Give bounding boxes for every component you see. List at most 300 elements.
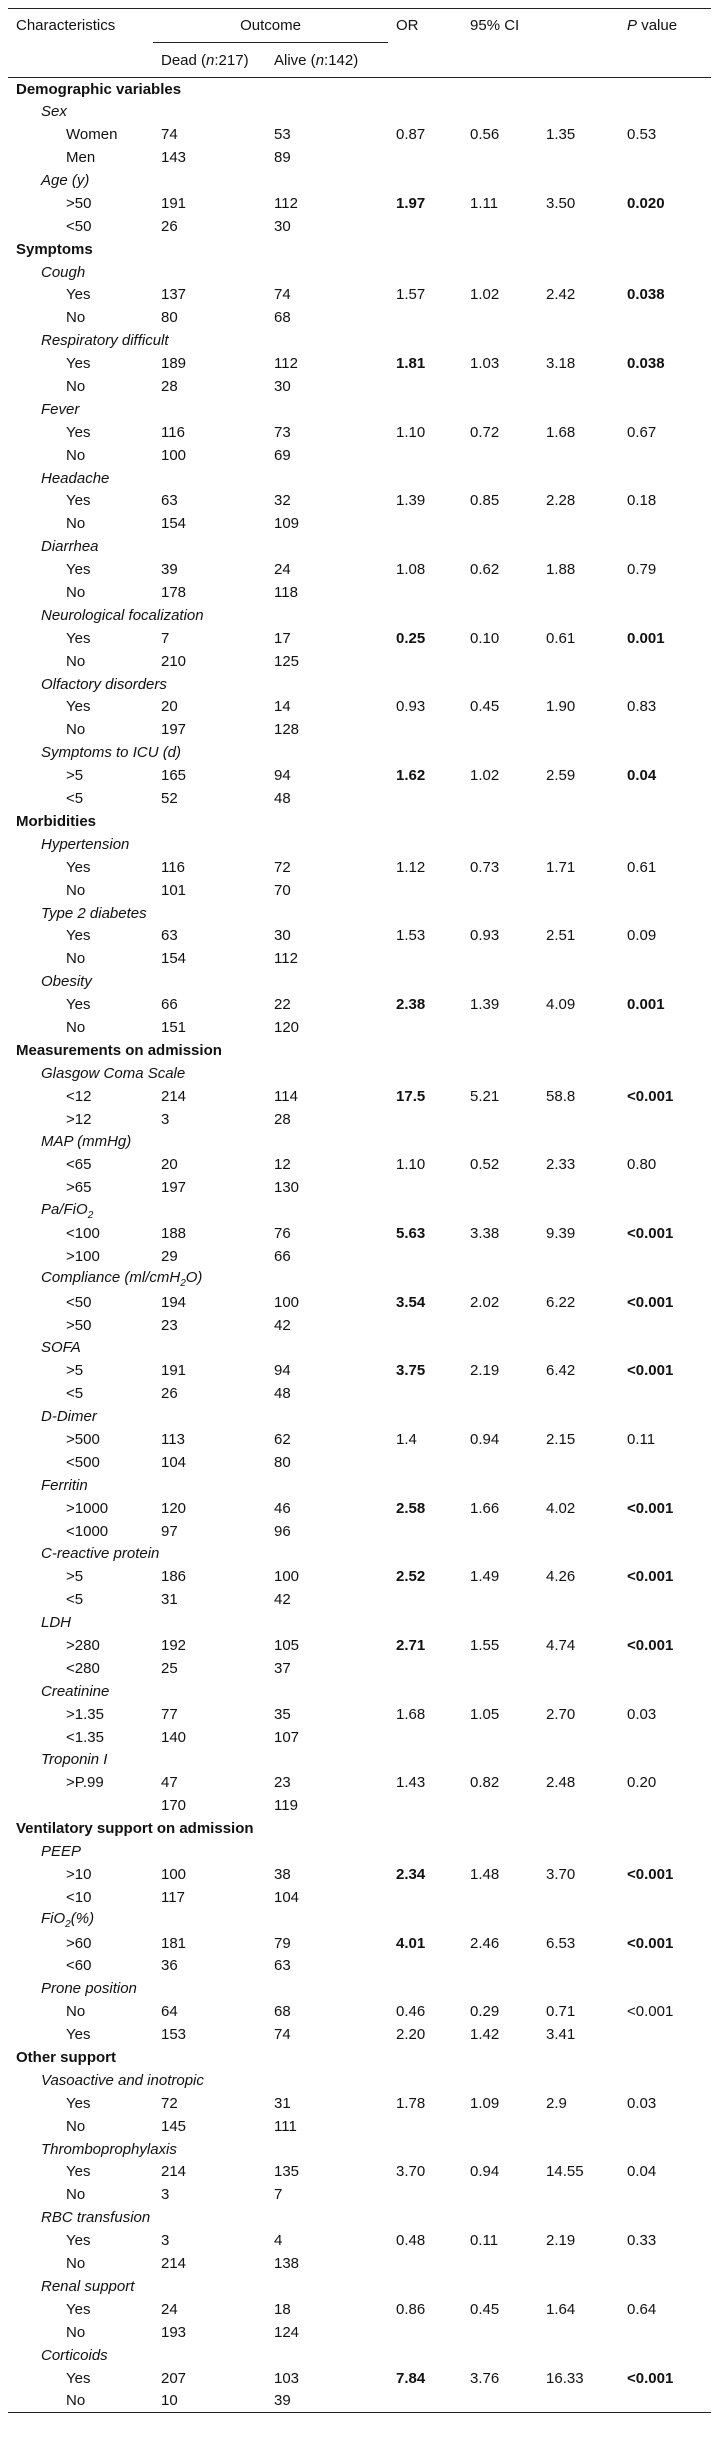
- dead-cell: 29: [161, 1247, 178, 1265]
- dead-cell: 170: [161, 1797, 187, 1815]
- table-row: [8, 1245, 711, 1268]
- table-row: [8, 2298, 711, 2321]
- level-cell: >5: [66, 767, 84, 785]
- or-cell: [388, 306, 462, 329]
- level-cell: >65: [66, 1179, 92, 1197]
- p-value-cell: 0.038: [627, 355, 665, 373]
- ci-high-cell: 3.18: [546, 355, 576, 373]
- level-cell: <280: [66, 1659, 100, 1677]
- table-row: [8, 1703, 711, 1726]
- ci-low-cell: 1.66: [470, 1499, 500, 1517]
- table-row: [8, 1176, 711, 1199]
- table-row: [8, 215, 711, 238]
- alive-cell: 24: [274, 561, 291, 579]
- ci-low-cell: [462, 1108, 538, 1131]
- p-value-cell: <0.001: [627, 1293, 674, 1311]
- variable-name: [8, 1405, 711, 1428]
- table-row: [8, 2229, 711, 2252]
- ci-low-cell: 1.48: [470, 1865, 500, 1883]
- variable-name: [8, 329, 711, 352]
- table-row: [8, 1382, 711, 1405]
- ci-low-cell: 0.82: [470, 1774, 500, 1792]
- header-alive-n: n: [315, 51, 325, 69]
- ci-high-cell: 58.8: [546, 1087, 576, 1105]
- p-value-cell: [619, 306, 711, 329]
- or-cell: 17.5: [396, 1087, 426, 1105]
- or-cell: [388, 787, 462, 810]
- or-cell: [388, 512, 462, 535]
- ci-high-cell: 3.50: [546, 194, 576, 212]
- alive-cell: 100: [274, 1293, 300, 1311]
- section-row: [8, 810, 711, 833]
- variable-row: [8, 741, 711, 764]
- level-cell: Yes: [66, 927, 91, 945]
- ci-high-cell: [538, 718, 619, 741]
- header-dead: [153, 43, 266, 78]
- ci-low-cell: [462, 2183, 538, 2206]
- ci-high-cell: 2.33: [546, 1156, 576, 1174]
- dead-cell: 10: [153, 2389, 266, 2412]
- dead-cell: 191: [161, 1362, 187, 1380]
- ci-low-cell: [462, 1451, 538, 1474]
- ci-low-cell: 0.52: [470, 1156, 500, 1174]
- ci-low-cell: [462, 1016, 538, 1039]
- ci-low-cell: 1.03: [470, 355, 500, 373]
- or-cell: [388, 1794, 462, 1817]
- table-row: [8, 1428, 711, 1451]
- alive-cell: 114: [274, 1087, 298, 1105]
- dead-cell: 104: [161, 1453, 187, 1471]
- ci-high-cell: 16.33: [546, 2369, 584, 2387]
- variable-row: [8, 673, 711, 696]
- p-value-cell: 0.001: [627, 629, 665, 647]
- variable-row: [8, 1840, 711, 1863]
- alive-cell: 135: [274, 2163, 300, 2181]
- dead-cell: 52: [161, 790, 178, 808]
- p-value-cell: [619, 1794, 711, 1817]
- variable-name: [8, 1543, 711, 1566]
- ci-low-cell: [462, 2115, 538, 2138]
- or-cell: 1.39: [396, 492, 426, 510]
- alive-cell: 62: [274, 1430, 291, 1448]
- variable-name: [8, 1199, 711, 1222]
- header-p-letter: P: [627, 17, 638, 35]
- ci-low-cell: [462, 1886, 538, 1909]
- p-value-cell: 0.18: [627, 492, 657, 510]
- dead-cell: 31: [161, 1591, 178, 1609]
- variable-name-tail: O): [185, 1269, 203, 1287]
- p-value-cell: 0.038: [627, 286, 665, 304]
- table-row: [8, 1497, 711, 1520]
- or-cell: [388, 1314, 462, 1337]
- or-cell: 1.53: [396, 927, 426, 945]
- alive-cell: 30: [274, 378, 291, 396]
- or-cell: 1.81: [396, 355, 426, 373]
- ci-high-cell: [538, 444, 619, 467]
- ci-high-cell: [538, 787, 619, 810]
- alive-cell: 89: [274, 149, 291, 167]
- variable-name-text: FiO: [41, 1910, 66, 1928]
- variable-name-subscript: 2: [87, 1209, 94, 1221]
- ci-low-cell: [462, 718, 538, 741]
- dead-cell: 120: [161, 1499, 187, 1517]
- section-row: [8, 238, 711, 261]
- dead-cell: 207: [161, 2369, 187, 2387]
- table-row: [8, 123, 711, 146]
- table-row: [8, 947, 711, 970]
- ci-high-cell: [538, 1657, 619, 1680]
- or-cell: 1.62: [396, 767, 426, 785]
- ci-low-cell: 1.09: [470, 2094, 500, 2112]
- p-value-cell: [619, 947, 711, 970]
- ci-high-cell: [538, 1382, 619, 1405]
- table-row: [8, 1955, 711, 1978]
- level-cell: No: [66, 2323, 86, 2341]
- level-cell: <50: [66, 217, 92, 235]
- variable-row: [8, 169, 711, 192]
- ci-high-cell: 0.71: [546, 2003, 576, 2021]
- or-cell: 1.12: [396, 858, 426, 876]
- level-cell: Yes: [66, 2094, 91, 2112]
- variable-name-text: Fever: [41, 400, 80, 418]
- alive-cell: 63: [274, 1957, 291, 1975]
- p-value-cell: [619, 650, 711, 673]
- ci-low-cell: [462, 1382, 538, 1405]
- table-row: [8, 2321, 711, 2344]
- ci-high-cell: 1.88: [546, 561, 576, 579]
- p-value-cell: 0.79: [627, 561, 657, 579]
- variable-row: [8, 2138, 711, 2161]
- alive-cell: 94: [274, 767, 291, 785]
- ci-low-cell: 0.56: [470, 126, 500, 144]
- ci-high-cell: [538, 215, 619, 238]
- variable-name: [8, 1474, 711, 1497]
- level-cell: Yes: [66, 286, 91, 304]
- variable-name-text: SOFA: [41, 1339, 81, 1357]
- table-row: [8, 764, 711, 787]
- alive-cell: 46: [274, 1499, 291, 1517]
- level-cell: <5: [66, 1591, 84, 1609]
- variable-row: [8, 1336, 711, 1359]
- p-value-cell: [619, 375, 711, 398]
- variable-name-text: Thromboprophylaxis: [41, 2140, 177, 2158]
- header-p-rest: value: [637, 17, 678, 35]
- variable-name: [8, 2138, 711, 2161]
- alive-cell: 72: [274, 858, 291, 876]
- alive-cell: 112: [274, 950, 298, 968]
- alive-cell: 104: [274, 1888, 300, 1906]
- or-cell: 1.43: [396, 1774, 426, 1792]
- ci-low-cell: 2.19: [470, 1362, 500, 1380]
- table-row: [8, 1451, 711, 1474]
- ci-high-cell: 4.26: [546, 1568, 576, 1586]
- variable-name: [8, 902, 711, 925]
- ci-low-cell: [462, 1176, 538, 1199]
- or-cell: [388, 1016, 462, 1039]
- p-value-cell: 0.03: [627, 1705, 657, 1723]
- p-value-cell: [619, 1451, 711, 1474]
- level-cell: <12: [66, 1087, 92, 1105]
- variable-name: [8, 1611, 711, 1634]
- ci-high-cell: 2.28: [546, 492, 576, 510]
- dead-cell: 3: [161, 2186, 170, 2204]
- level-cell: >500: [66, 1430, 100, 1448]
- variable-name: [8, 1680, 711, 1703]
- alive-cell: 103: [274, 2369, 300, 2387]
- ci-high-cell: 2.42: [546, 286, 576, 304]
- p-value-cell: [619, 215, 711, 238]
- ci-high-cell: [538, 1588, 619, 1611]
- ci-low-cell: 1.02: [470, 767, 500, 785]
- ci-low-cell: 0.29: [470, 2003, 500, 2021]
- table-row: [8, 2115, 711, 2138]
- table-row: [8, 993, 711, 1016]
- ci-low-cell: [462, 787, 538, 810]
- alive-cell: 70: [274, 881, 291, 899]
- table-row: [8, 1359, 711, 1382]
- table-row: [8, 146, 711, 169]
- level-cell: No: [66, 652, 86, 670]
- variable-row: [8, 535, 711, 558]
- level-cell: Women: [66, 126, 118, 144]
- level-cell: Yes: [66, 561, 91, 579]
- variable-row: [8, 1909, 711, 1932]
- table-row: [8, 581, 711, 604]
- section-heading: Symptoms: [16, 240, 93, 258]
- variable-name: [8, 2206, 711, 2229]
- alive-cell: 74: [274, 2026, 291, 2044]
- ci-high-cell: [538, 1108, 619, 1131]
- or-cell: [388, 718, 462, 741]
- alive-cell: 79: [274, 1934, 291, 1952]
- ci-low-cell: [462, 215, 538, 238]
- or-cell: 0.93: [396, 698, 426, 716]
- ci-high-cell: [538, 2321, 619, 2344]
- level-cell: >5: [66, 1362, 84, 1380]
- level-cell: <1000: [66, 1522, 109, 1540]
- alive-cell: 23: [274, 1774, 291, 1792]
- ci-high-cell: [538, 1726, 619, 1749]
- table-header: [8, 9, 711, 78]
- level-cell: <10: [66, 1888, 92, 1906]
- ci-low-cell: [462, 947, 538, 970]
- ci-high-cell: 9.39: [546, 1224, 576, 1242]
- level-cell: No: [8, 2389, 153, 2412]
- p-value-cell: [619, 718, 711, 741]
- dead-cell: 74: [161, 126, 178, 144]
- p-value-cell: <0.001: [627, 1865, 674, 1883]
- p-value-cell: <0.001: [627, 1568, 674, 1586]
- or-cell: 2.20: [396, 2026, 426, 2044]
- header-alive: [266, 43, 388, 78]
- alive-cell: 39: [266, 2389, 388, 2412]
- level-cell: <5: [66, 1385, 84, 1403]
- ci-low-cell: [462, 146, 538, 169]
- variable-row: [8, 329, 711, 352]
- ci-high-cell: [538, 1016, 619, 1039]
- ci-high-cell: [538, 146, 619, 169]
- p-value-cell: 0.11: [627, 1430, 656, 1448]
- alive-cell: 48: [274, 790, 291, 808]
- ci-high-cell: 0.61: [546, 629, 576, 647]
- dead-cell: 23: [161, 1316, 178, 1334]
- or-cell: 2.52: [396, 1568, 426, 1586]
- table-body: [8, 78, 711, 2413]
- level-cell: No: [66, 2117, 86, 2135]
- variable-name-text: MAP (mmHg): [41, 1133, 132, 1151]
- table-row: [8, 718, 711, 741]
- dead-cell: 137: [161, 286, 187, 304]
- dead-cell: 25: [161, 1659, 178, 1677]
- variable-name-text: RBC transfusion: [41, 2209, 151, 2227]
- p-value-cell: 0.67: [627, 423, 657, 441]
- dead-cell: 116: [161, 858, 185, 876]
- p-value-cell: [619, 2389, 711, 2412]
- alive-cell: 112: [274, 194, 298, 212]
- or-cell: 2.38: [396, 996, 426, 1014]
- alive-cell: 42: [274, 1591, 291, 1609]
- table-row: [8, 352, 711, 375]
- table-row: [8, 879, 711, 902]
- table-row: [8, 1108, 711, 1131]
- level-cell: >12: [66, 1110, 92, 1128]
- p-value-cell: <0.001: [627, 1087, 674, 1105]
- variable-name: [8, 1130, 711, 1153]
- variable-name-text: C-reactive protein: [41, 1545, 160, 1563]
- variable-name-text: Type 2 diabetes: [41, 904, 147, 922]
- table-row: [8, 490, 711, 513]
- ci-high-cell: [538, 1451, 619, 1474]
- variable-name-text: Prone position: [41, 1980, 137, 1998]
- level-cell: No: [66, 950, 86, 968]
- header-blank: [8, 43, 153, 78]
- level-cell: Yes: [66, 996, 91, 1014]
- level-cell: No: [66, 2255, 86, 2273]
- dead-cell: 47: [161, 1774, 178, 1792]
- dead-cell: 20: [161, 1156, 178, 1174]
- dead-cell: 143: [161, 149, 187, 167]
- dead-cell: 154: [161, 515, 187, 533]
- alive-cell: 111: [274, 2117, 297, 2135]
- ci-high-cell: 4.02: [546, 1499, 576, 1517]
- or-cell: [388, 375, 462, 398]
- p-value-cell: 0.61: [627, 858, 657, 876]
- ci-low-cell: 0.85: [470, 492, 500, 510]
- section-heading: Morbidities: [16, 812, 97, 830]
- alive-cell: 12: [274, 1156, 291, 1174]
- or-cell: 1.78: [396, 2094, 426, 2112]
- variable-name: [8, 1840, 711, 1863]
- variable-name: [8, 398, 711, 421]
- variable-row: [8, 467, 711, 490]
- ci-low-cell: 1.11: [470, 194, 499, 212]
- or-cell: [388, 215, 462, 238]
- level-cell: >50: [66, 194, 92, 212]
- ci-low-cell: 3.38: [470, 1224, 500, 1242]
- ci-high-cell: 2.19: [546, 2232, 576, 2250]
- dead-cell: 197: [161, 1179, 187, 1197]
- ci-high-cell: 3.70: [546, 1865, 576, 1883]
- dead-cell: 7: [161, 629, 170, 647]
- alive-cell: 18: [274, 2300, 291, 2318]
- or-cell: [388, 2321, 462, 2344]
- ci-high-cell: 2.51: [546, 927, 576, 945]
- p-value-cell: [619, 1108, 711, 1131]
- or-cell: 1.10: [396, 1156, 426, 1174]
- variable-name: [8, 1268, 711, 1291]
- level-cell: [8, 1794, 153, 1817]
- variable-name: [8, 1336, 711, 1359]
- ci-low-cell: 1.05: [470, 1705, 500, 1723]
- ci-high-cell: 1.68: [546, 423, 576, 441]
- variable-row: [8, 261, 711, 284]
- variable-name-text: Renal support: [41, 2277, 135, 2295]
- dead-cell: 191: [161, 194, 187, 212]
- p-value-cell: 0.33: [627, 2232, 657, 2250]
- alive-cell: 35: [274, 1705, 291, 1723]
- table-row: [8, 192, 711, 215]
- p-value-cell: <0.001: [627, 1637, 674, 1654]
- variable-name-text: Ferritin: [41, 1476, 88, 1494]
- variable-name-text: Vasoactive and inotropic: [41, 2071, 204, 2089]
- or-cell: 1.68: [396, 1705, 426, 1723]
- variable-row: [8, 2069, 711, 2092]
- ci-high-cell: 6.42: [546, 1362, 576, 1380]
- header-alive-suffix: :142): [324, 51, 359, 69]
- variable-name-subscript: 2: [180, 1278, 186, 1290]
- alive-cell: 124: [274, 2323, 300, 2341]
- or-cell: [388, 1245, 462, 1268]
- p-value-cell: [619, 1382, 711, 1405]
- p-value-cell: 0.80: [627, 1156, 657, 1174]
- variable-name-text: Obesity: [41, 973, 92, 991]
- alive-cell: 68: [274, 2003, 291, 2021]
- table-row: [8, 1291, 711, 1314]
- ci-high-cell: [538, 512, 619, 535]
- dead-cell: 100: [161, 1865, 187, 1883]
- alive-cell: 7: [274, 2186, 283, 2204]
- alive-cell: 14: [274, 698, 291, 716]
- table-row: [8, 1520, 711, 1543]
- or-cell: 3.54: [396, 1293, 426, 1311]
- dead-cell: 3: [161, 2232, 170, 2250]
- variable-row: [8, 833, 711, 856]
- alive-cell: 53: [274, 126, 291, 144]
- alive-cell: 68: [274, 309, 291, 327]
- ci-high-cell: [538, 1245, 619, 1268]
- table-row: [8, 2092, 711, 2115]
- alive-cell: 120: [274, 1018, 300, 1036]
- p-value-cell: [619, 1176, 711, 1199]
- or-cell: [388, 1108, 462, 1131]
- level-cell: No: [66, 1018, 86, 1036]
- table-row: [8, 627, 711, 650]
- level-cell: >280: [66, 1637, 100, 1654]
- ci-high-cell: 2.15: [546, 1430, 576, 1448]
- table-row: [8, 1771, 711, 1794]
- p-value-cell: [619, 1016, 711, 1039]
- p-value-cell: 0.09: [627, 927, 657, 945]
- table-row: [8, 2252, 711, 2275]
- header-p-value: [619, 9, 711, 43]
- p-value-cell: <0.001: [627, 2369, 674, 2387]
- variable-row: [8, 1749, 711, 1772]
- ci-high-cell: [538, 1794, 619, 1817]
- table-row: [8, 1085, 711, 1108]
- variable-row: [8, 604, 711, 627]
- p-value-cell: 0.04: [627, 767, 657, 785]
- ci-high-cell: 14.55: [546, 2163, 584, 2181]
